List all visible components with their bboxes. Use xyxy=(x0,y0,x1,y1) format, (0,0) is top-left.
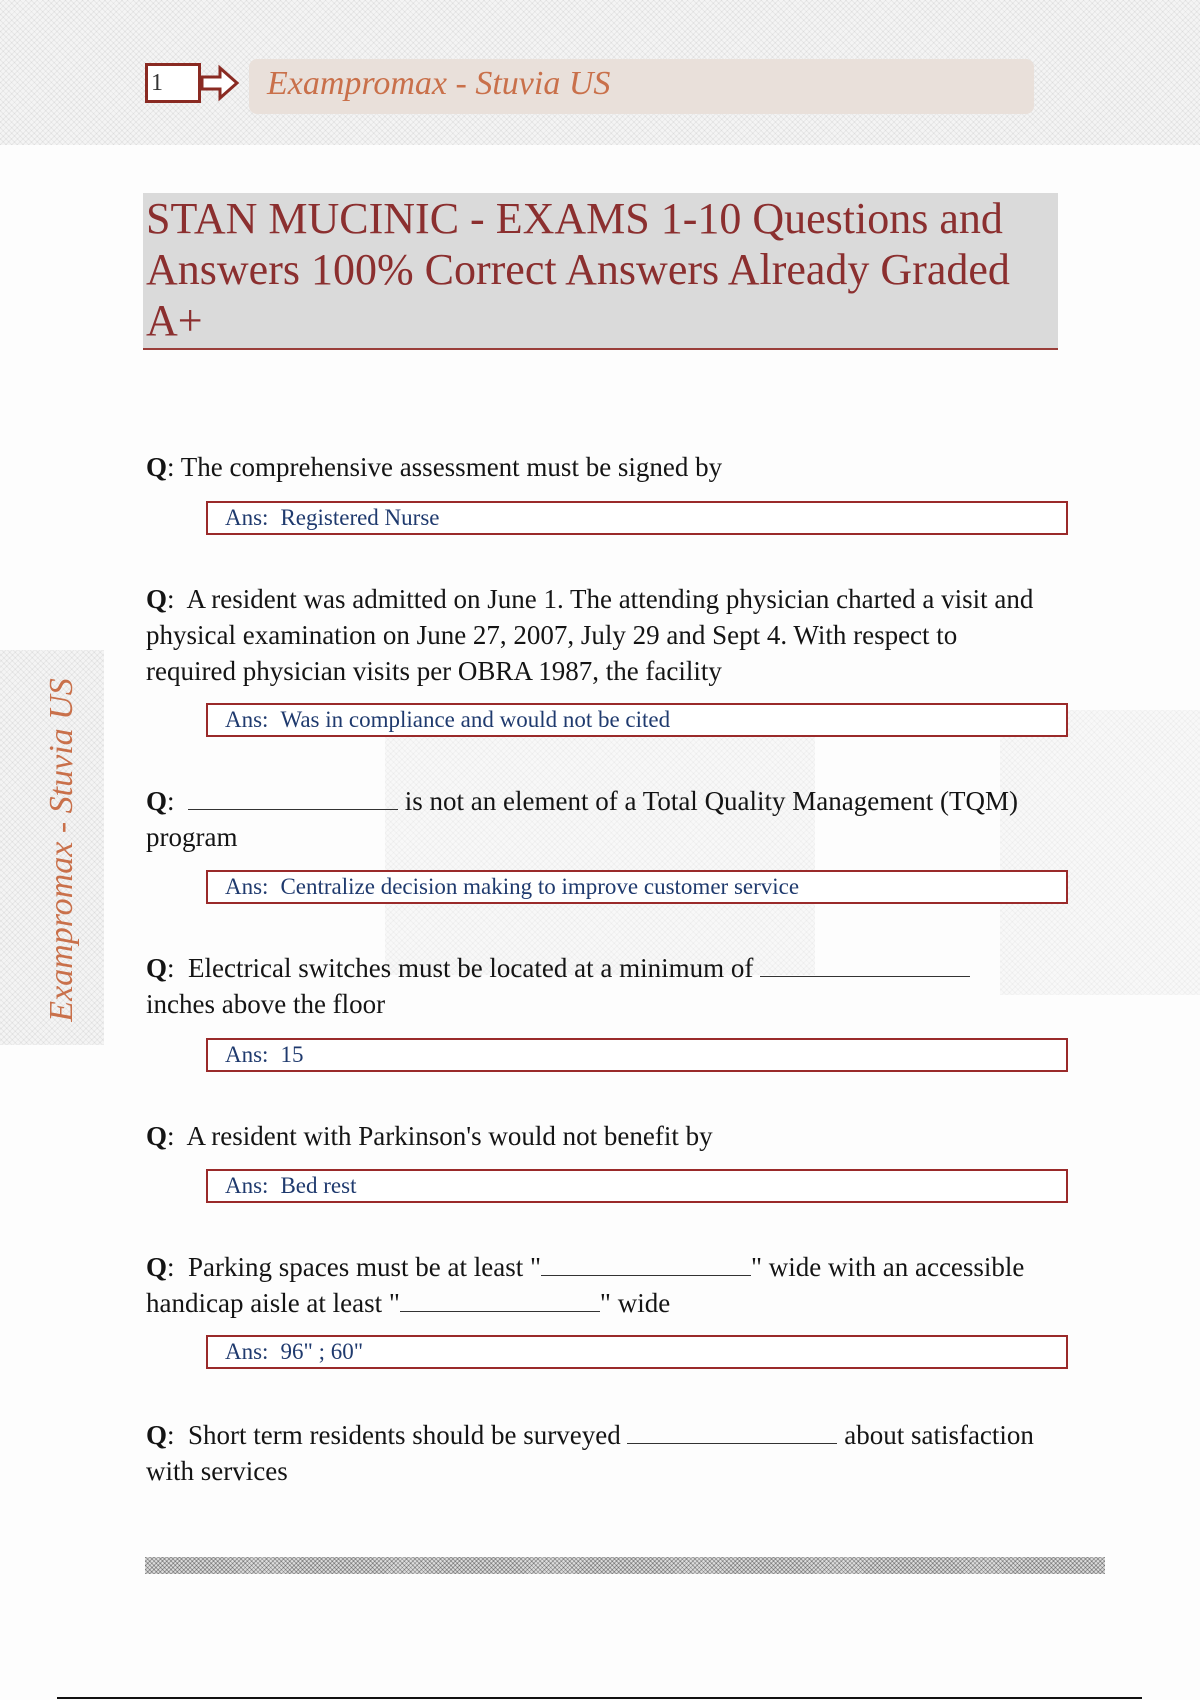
question-label: Q xyxy=(146,584,168,614)
title-box xyxy=(143,193,1058,350)
question-label: Q xyxy=(146,452,168,482)
question-text-continued: inches above the floor xyxy=(146,989,386,1019)
answer-box xyxy=(206,870,1068,904)
answer-text: Registered Nurse xyxy=(280,505,440,530)
bottom-divider xyxy=(145,1557,1105,1574)
answer-box xyxy=(206,1335,1068,1369)
page-number: 1 xyxy=(145,63,201,103)
question: Q: Parking spaces must be at least " " wide with an accessible handicap aisle at least " " wide xyxy=(146,1252,1025,1318)
arrow-right-icon xyxy=(200,64,240,102)
answer-label: Ans: xyxy=(225,707,269,732)
fill-in-blank xyxy=(627,1421,837,1444)
side-watermark-text: Exampromax - Stuvia US xyxy=(43,678,80,1022)
answer-box xyxy=(206,501,1068,535)
answer-box xyxy=(206,1038,1068,1072)
question: Q: A resident with Parkinson's would not benefit by xyxy=(146,1121,713,1151)
question-text-end: " wide xyxy=(599,1288,671,1318)
question-label: Q xyxy=(146,1420,168,1450)
answer-box xyxy=(206,703,1068,737)
question-label: Q xyxy=(146,786,168,816)
answer-box xyxy=(206,1169,1068,1203)
header-banner-text: Exampromax - Stuvia US xyxy=(267,65,611,102)
question-text: is not an element of a Total Quality Management (TQM) program xyxy=(146,786,1018,852)
answer-text: Bed rest xyxy=(280,1173,357,1198)
answer-label: Ans: xyxy=(225,1042,269,1067)
question-text: Electrical switches must be located at a minimum of xyxy=(188,953,754,983)
answer-label: Ans: xyxy=(225,505,269,530)
question-text: Parking spaces must be at least " xyxy=(188,1252,541,1282)
answer-label: Ans: xyxy=(225,874,269,899)
page-title: STAN MUCINIC - EXAMS 1-10 Questions and Answers 100% Correct Answers Already Graded A+ xyxy=(146,194,1010,345)
question-text: A resident with Parkinson's would not benefit by xyxy=(186,1121,713,1151)
question-text-continued: about satisfaction with services xyxy=(146,1420,1034,1486)
answer-text: Centralize decision making to improve customer service xyxy=(280,874,800,899)
fill-in-blank xyxy=(760,954,970,977)
question-text: A resident was admitted on June 1. The attending physician charted a visit and physical examination on June 27, 2007, July 29 and Sept 4. With respect to required physician visits per OBRA 1987, the facility xyxy=(146,584,1034,686)
answer-label: Ans: xyxy=(225,1339,269,1364)
answer-text: Was in compliance and would not be cited xyxy=(280,707,671,732)
answer-label: Ans: xyxy=(225,1173,269,1198)
page-bottom-rule xyxy=(57,1697,1142,1699)
fill-in-blank xyxy=(400,1289,600,1312)
fill-in-blank xyxy=(541,1253,751,1276)
background-block xyxy=(385,735,815,975)
question: Q: A resident was admitted on June 1. The attending physician charted a visit and physical examination on June 27, 2007, July 29 and Sept 4. With respect to required physician visits per OBRA 1987, the facility xyxy=(146,584,1034,686)
question-label: Q xyxy=(146,953,168,983)
answer-text: 15 xyxy=(280,1042,304,1067)
question-text: Short term residents should be surveyed xyxy=(188,1420,621,1450)
header-banner xyxy=(249,59,1034,114)
question-text: The comprehensive assessment must be signed by xyxy=(180,452,723,482)
question: Q: is not an element of a Total Quality Management (TQM) program xyxy=(146,786,1018,852)
question: Q: The comprehensive assessment must be signed by xyxy=(146,452,723,482)
question: Q: Electrical switches must be located at a minimum of inches above the floor xyxy=(146,950,1036,1022)
question-text-continued: " wide with an accessible handicap aisle at least " xyxy=(146,1252,1025,1318)
question-label: Q xyxy=(146,1121,168,1151)
fill-in-blank xyxy=(188,787,398,810)
question: Q: Short term residents should be surveyed about satisfaction with services xyxy=(146,1420,1034,1486)
answer-text: 96" ; 60" xyxy=(280,1339,364,1364)
question-label: Q xyxy=(146,1252,168,1282)
